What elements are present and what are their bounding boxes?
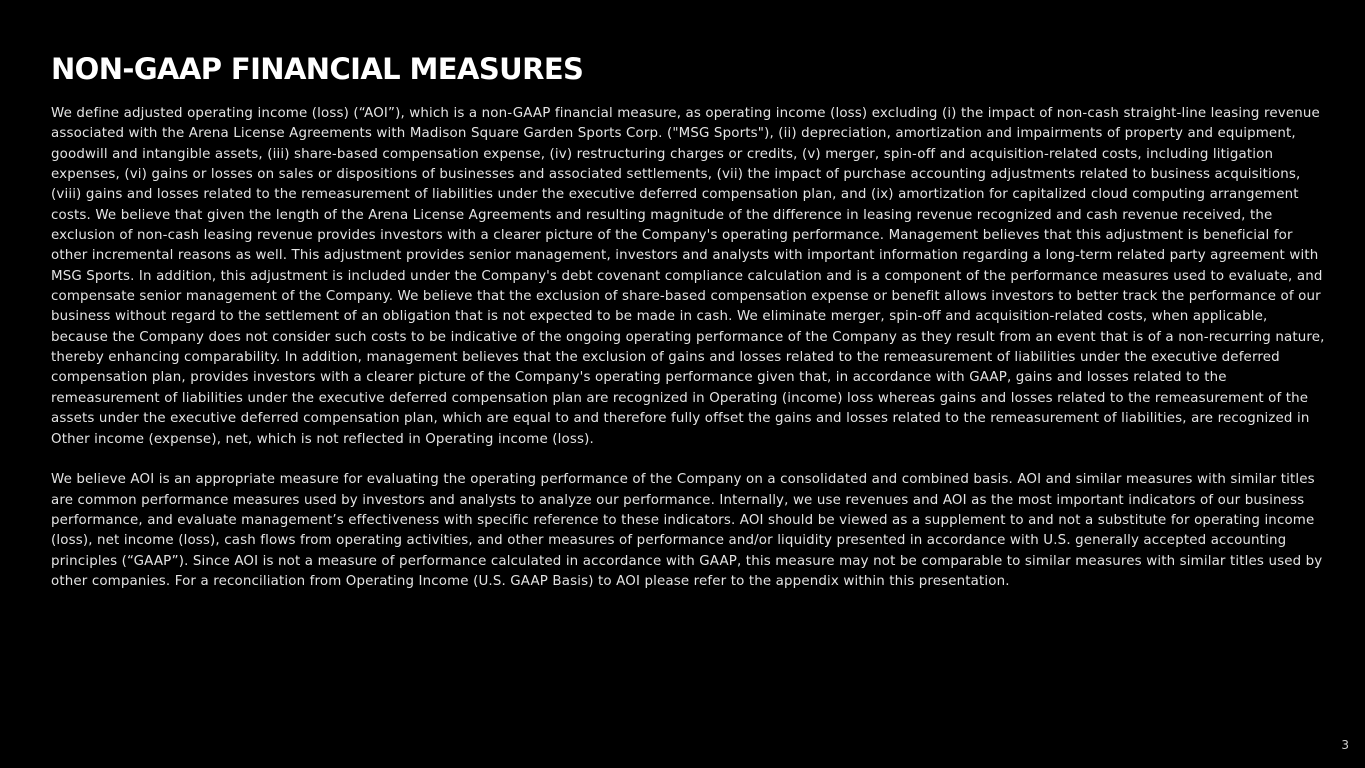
page-number: 3: [1341, 738, 1349, 752]
slide-title: NON-GAAP FINANCIAL MEASURES: [51, 52, 584, 86]
paragraph-aoi-usage: We believe AOI is an appropriate measure for evaluating the operating performance of the Company on a consolidated and combined basis. AOI and similar measures with similar titles are common performance measures used by investors and analysts to analyze our performance. Internally, we use revenues and AOI as the most important indicators of our business performance, and evaluate management’s effectiveness with specific reference to these indicators. AOI should be viewed as a supplement to and not a substitute for operating income (loss), net income (loss), cash flows from operating activities, and other measures of performance and/or liquidity presented in accordance with U.S. generally accepted accounting principles (“GAAP”). Since AOI is not a measure of performance calculated in accordance with GAAP, this measure may not be comparable to similar measures with similar titles used by other companies. For a reconciliation from Operating Income (U.S. GAAP Basis) to AOI please refer to the appendix within this presentation.: [51, 472, 1323, 589]
paragraph-aoi-definition: We define adjusted operating income (loss) (“AOI”), which is a non-GAAP financial measure, as operating income (loss) excluding (i) the impact of non-cash straight-line leasing revenue associated with the Arena License Agreements with Madison Square Garden Sports Corp. ("MSG Sports"), (ii) depreciation, amortization and impairments of property and equipment, goodwill and intangible assets, (iii) share-based compensation expense, (iv) restructuring charges or credits, (v) merger, spin-off and acquisition-related costs, including litigation expenses, (vi) gains or losses on sales or dispositions of businesses and associated settlements, (vii) the impact of purchase accounting adjustments related to business acquisitions, (viii) gains and losses related to the remeasurement of liabilities under the executive deferred compensation plan, and (ix) amortization for capitalized cloud computing arrangement costs. We believe that given the length of the Arena License Agreements and resulting magnitude of the difference in leasing revenue recognized and cash revenue received, the exclusion of non-cash leasing revenue provides investors with a clearer picture of the Company's operating performance. Management believes that this adjustment is beneficial for other incremental reasons as well. This adjustment provides senior management, investors and analysts with important information regarding a long-term related party agreement with MSG Sports. In addition, this adjustment is included under the Company's debt covenant compliance calculation and is a component of the performance measures used to evaluate, and compensate senior management of the Company. We believe that the exclusion of share-based compensation expense or benefit allows investors to better track the performance of our business without regard to the settlement of an obligation that is not expected to be made in cash. We eliminate merger, spin-off and acquisition-related costs, when applicable, because the Company does not consider such costs to be indicative of the ongoing operating performance of the Company as they result from an event that is of a non-recurring nature, thereby enhancing comparability. In addition, management believes that the exclusion of gains and losses related to the remeasurement of liabilities under the executive deferred compensation plan, provides investors with a clearer picture of the Company's operating performance given that, in accordance with GAAP, gains and losses related to the remeasurement of liabilities under the executive deferred compensation plan are recognized in Operating (income) loss whereas gains and losses related to the remeasurement of the assets under the executive deferred compensation plan, which are equal to and therefore fully offset the gains and losses related to the remeasurement of liabilities, are recognized in Other income (expense), net, which is not reflected in Operating income (loss).: [51, 106, 1325, 447]
body-text: [51, 104, 1326, 613]
